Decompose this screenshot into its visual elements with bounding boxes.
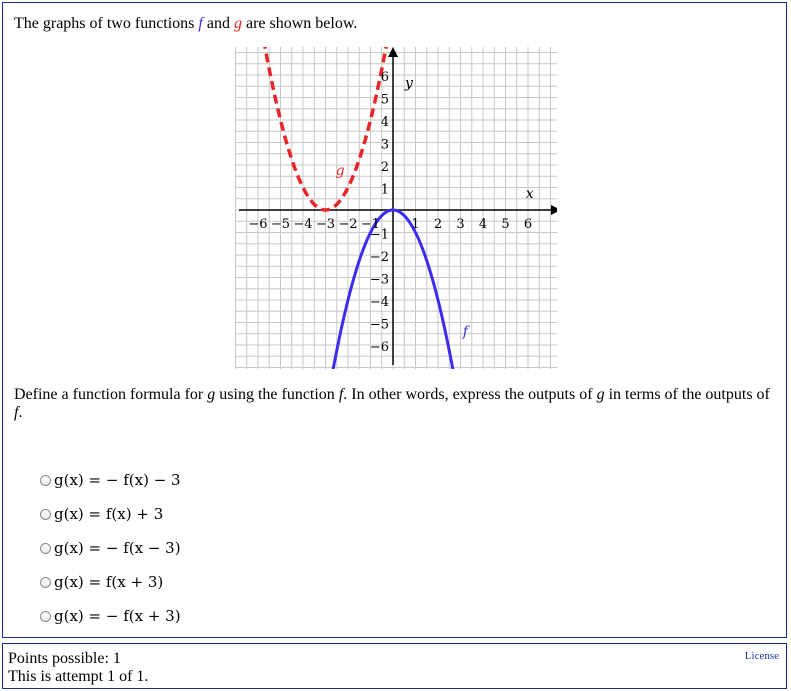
x-tick-label: 3 (456, 217, 465, 232)
graph-grid (235, 47, 557, 369)
y-tick-label: −3 (369, 272, 389, 288)
choice-label: g(x) = − f(x − 3) (54, 539, 181, 557)
choice-label: g(x) = − f(x + 3) (54, 607, 181, 625)
x-tick-label: −4 (293, 217, 313, 232)
attempt-info: This is attempt 1 of 1. (8, 668, 149, 685)
y-tick-label: 2 (380, 160, 389, 175)
f-symbol: f (338, 386, 344, 403)
x-tick-label: 4 (478, 217, 488, 232)
license-link[interactable]: License (744, 650, 779, 662)
x-tick-label: −1 (360, 217, 381, 232)
g-symbol: g (596, 386, 605, 403)
x-tick-labels (248, 217, 532, 232)
y-tick-label: 1 (380, 182, 389, 198)
question-prompt (14, 386, 774, 422)
choice-option[interactable] (40, 599, 181, 633)
prompt-text: Define a function formula for (14, 386, 208, 403)
y-tick-label: −1 (369, 227, 389, 243)
radio-button[interactable] (40, 475, 51, 486)
choice-option[interactable] (40, 463, 181, 497)
question-intro (14, 15, 357, 33)
x-tick-label: −3 (315, 217, 336, 232)
intro-and: and (202, 15, 234, 32)
x-tick-label: −6 (248, 217, 268, 232)
intro-text: The graphs of two functions (14, 15, 199, 32)
f-symbol: f (198, 15, 203, 32)
x-tick-label: −5 (270, 217, 291, 232)
answer-choices (40, 463, 181, 633)
y-tick-label: −2 (369, 250, 389, 265)
y-tick-label: 3 (380, 137, 389, 153)
y-axis-label: y (405, 75, 413, 92)
g-symbol: g (233, 15, 242, 32)
x-axis-label: x (525, 186, 534, 202)
points-possible: Points possible: 1 (8, 650, 121, 667)
y-tick-label: 5 (380, 92, 389, 108)
y-tick-label: −6 (369, 340, 389, 355)
y-tick-label: 4 (380, 115, 389, 130)
prompt-text: in terms of the outputs of (604, 386, 770, 403)
prompt-text: . In other words, express the outputs of (343, 386, 597, 403)
function-graph (235, 47, 557, 369)
intro-suffix: are shown below. (241, 15, 358, 32)
graph-axes (239, 47, 557, 365)
x-axis-arrow (551, 205, 557, 215)
x-tick-label: 6 (523, 217, 533, 232)
f-symbol: f (14, 404, 19, 421)
question-footer (2, 643, 787, 689)
y-tick-label: 6 (380, 70, 389, 85)
y-tick-label: −4 (369, 295, 389, 310)
prompt-end: . (18, 404, 23, 421)
radio-button[interactable] (40, 543, 51, 554)
choice-label: g(x) = f(x) + 3 (54, 505, 164, 523)
x-tick-label: 2 (433, 217, 443, 232)
prompt-text: using the function (215, 386, 339, 403)
question-panel (2, 2, 787, 638)
y-tick-label: −5 (369, 317, 389, 333)
choice-option[interactable] (40, 565, 181, 599)
x-tick-label: 5 (501, 217, 510, 232)
f-curve-label: f (462, 324, 468, 340)
choice-option[interactable] (40, 531, 181, 565)
choice-option[interactable] (40, 497, 181, 531)
x-tick-label: −2 (338, 217, 358, 232)
choice-label: g(x) = f(x + 3) (54, 573, 164, 591)
x-tick-label: 1 (411, 217, 420, 232)
radio-button[interactable] (40, 577, 51, 588)
choice-label: g(x) = − f(x) − 3 (54, 471, 181, 489)
g-curve-label: g (335, 163, 345, 180)
radio-button[interactable] (40, 509, 51, 520)
g-symbol: g (207, 386, 216, 403)
radio-button[interactable] (40, 611, 51, 622)
